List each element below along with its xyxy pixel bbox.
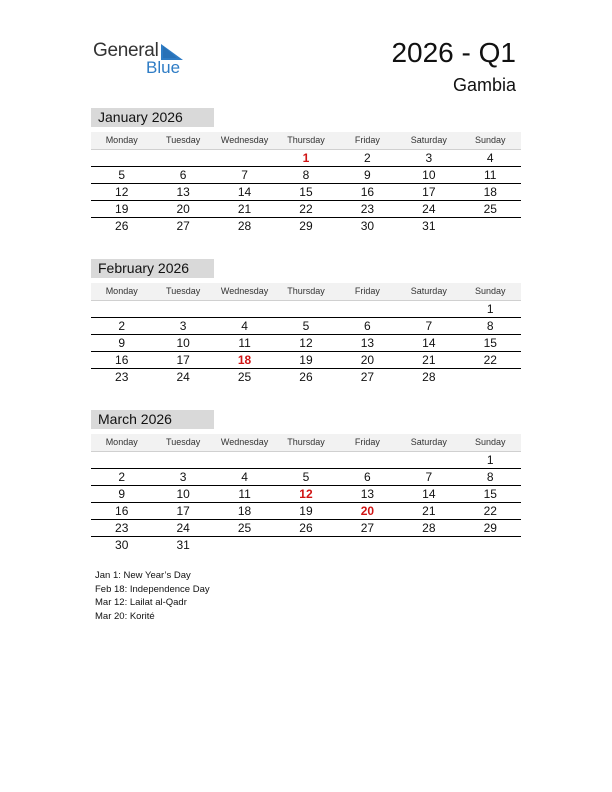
country-name: Gambia <box>452 75 516 95</box>
day-cell: 9 <box>118 487 126 501</box>
day-cell <box>337 452 398 468</box>
day-cell: 1 <box>486 302 494 316</box>
day-cell: 19 <box>115 202 129 216</box>
day-cell: 21 <box>422 504 436 518</box>
day-cell: 26 <box>299 521 313 535</box>
day-cell: 3 <box>425 151 433 165</box>
weekday-label: Wednesday <box>220 135 269 145</box>
week-row <box>91 318 521 335</box>
day-cell: 21 <box>237 202 252 216</box>
day-cell: 16 <box>115 353 129 367</box>
day-cell <box>275 452 336 468</box>
day-cell: 16 <box>115 504 129 518</box>
weekday-label: Sunday <box>474 437 506 447</box>
weekday-label: Tuesday <box>166 437 201 447</box>
day-cell: 24 <box>422 202 436 216</box>
day-cell: 11 <box>484 168 497 182</box>
weekday-label: Sunday <box>474 135 506 145</box>
day-cell: 4 <box>241 470 248 484</box>
week-row <box>91 369 521 385</box>
holiday-day-cell: 20 <box>360 504 375 518</box>
holiday-notes <box>95 569 210 623</box>
day-cell: 20 <box>360 353 375 367</box>
day-cell: 30 <box>360 219 375 233</box>
weekday-label: Wednesday <box>220 286 269 296</box>
brand-logo <box>93 40 193 80</box>
week-row <box>91 352 521 369</box>
day-cell <box>214 452 275 468</box>
day-cell: 12 <box>299 336 313 350</box>
weekday-header <box>91 132 521 150</box>
week-row <box>91 167 521 184</box>
day-cell: 13 <box>176 185 190 199</box>
day-cell: 17 <box>176 353 190 367</box>
day-cell: 27 <box>360 370 375 384</box>
day-cell: 19 <box>299 353 313 367</box>
logo-general-text: General <box>93 40 159 61</box>
weekday-label: Sunday <box>474 286 506 296</box>
day-cell: 31 <box>422 219 436 233</box>
day-cell: 8 <box>486 470 494 484</box>
day-cell: 7 <box>425 319 433 333</box>
day-cell: 4 <box>486 151 494 165</box>
day-cell: 19 <box>299 504 313 518</box>
day-cell: 13 <box>360 487 375 501</box>
week-row <box>91 486 521 503</box>
day-cell: 17 <box>176 504 190 518</box>
week-row <box>91 201 521 218</box>
weekday-label: Tuesday <box>166 286 201 296</box>
day-cell: 29 <box>483 521 497 535</box>
week-row <box>91 301 521 318</box>
day-cell: 23 <box>360 202 375 216</box>
weekday-label: Monday <box>105 437 138 447</box>
week-row <box>91 469 521 486</box>
logo-blue-text: Blue <box>146 58 181 77</box>
holiday-day-cell: 12 <box>299 487 313 501</box>
weekday-header <box>91 283 521 301</box>
day-cell: 4 <box>241 319 248 333</box>
day-cell <box>152 150 213 166</box>
day-cell: 24 <box>176 370 190 384</box>
day-cell: 8 <box>486 319 494 333</box>
day-cell: 14 <box>422 336 436 350</box>
day-cell: 22 <box>483 504 497 518</box>
day-cell <box>91 301 152 317</box>
day-cell <box>275 301 336 317</box>
month-calendar <box>91 108 521 234</box>
holiday-note: Mar 12: Lailat al-Qadr <box>95 597 187 608</box>
day-cell: 6 <box>364 319 371 333</box>
day-cell <box>91 452 152 468</box>
day-cell: 26 <box>299 370 313 384</box>
day-cell <box>214 537 275 553</box>
weekday-label: Wednesday <box>220 437 269 447</box>
day-cell: 6 <box>364 470 371 484</box>
weekday-label: Friday <box>354 437 380 447</box>
day-cell: 17 <box>422 185 436 199</box>
weekday-label: Saturday <box>410 437 447 447</box>
day-cell: 5 <box>118 168 126 182</box>
weekday-label: Monday <box>105 135 138 145</box>
day-cell: 12 <box>115 185 129 199</box>
day-cell: 21 <box>422 353 436 367</box>
day-cell <box>398 537 459 553</box>
holiday-note: Jan 1: New Year’s Day <box>95 570 191 581</box>
day-cell: 14 <box>237 185 252 199</box>
day-cell: 18 <box>237 504 252 518</box>
day-cell: 15 <box>483 336 497 350</box>
holiday-note: Mar 20: Korité <box>95 610 155 622</box>
day-cell <box>398 452 459 468</box>
day-cell: 22 <box>483 353 497 367</box>
day-cell: 11 <box>238 336 251 350</box>
day-cell: 3 <box>179 319 187 333</box>
weekday-label: Thursday <box>287 286 325 296</box>
day-cell: 31 <box>176 538 190 552</box>
day-cell: 1 <box>486 453 494 467</box>
day-cell: 14 <box>422 487 436 501</box>
day-cell <box>337 301 398 317</box>
day-cell: 10 <box>176 487 190 501</box>
day-cell: 7 <box>241 168 248 182</box>
week-row <box>91 150 521 167</box>
day-cell: 9 <box>118 336 126 350</box>
week-row <box>91 503 521 520</box>
week-row <box>91 218 521 234</box>
day-cell: 28 <box>422 370 436 384</box>
day-cell: 11 <box>238 487 251 501</box>
day-cell: 26 <box>115 219 129 233</box>
day-cell: 15 <box>299 185 313 199</box>
weekday-label: Tuesday <box>166 135 201 145</box>
day-cell: 15 <box>483 487 497 501</box>
day-cell: 2 <box>364 151 371 165</box>
day-cell: 5 <box>302 470 310 484</box>
weekday-label: Friday <box>354 135 380 145</box>
weekday-label: Monday <box>105 286 138 296</box>
weekday-label: Saturday <box>410 286 447 296</box>
day-cell: 28 <box>237 219 252 233</box>
day-cell: 20 <box>176 202 190 216</box>
holiday-note: Feb 18: Independence Day <box>95 583 210 595</box>
day-cell: 2 <box>118 319 126 333</box>
day-cell: 23 <box>115 521 129 535</box>
page-title: 2026 - Q1 <box>391 37 516 68</box>
day-cell: 5 <box>302 319 310 333</box>
day-cell <box>91 150 152 166</box>
month-label: March 2026 <box>91 410 214 429</box>
month-calendar <box>91 410 521 553</box>
day-cell <box>460 218 521 234</box>
day-cell: 30 <box>115 538 129 552</box>
day-cell: 25 <box>237 370 252 384</box>
day-cell: 18 <box>483 185 497 199</box>
day-cell <box>214 150 275 166</box>
holiday-day-cell: 1 <box>302 151 310 165</box>
weekday-label: Thursday <box>287 437 325 447</box>
day-cell <box>460 537 521 553</box>
week-row <box>91 537 521 553</box>
day-cell <box>398 301 459 317</box>
week-row <box>91 520 521 537</box>
day-cell: 8 <box>302 168 310 182</box>
day-cell <box>460 369 521 385</box>
day-cell: 25 <box>483 202 497 216</box>
day-cell: 28 <box>422 521 436 535</box>
day-cell: 27 <box>360 521 375 535</box>
day-cell: 10 <box>422 168 436 182</box>
day-cell <box>214 301 275 317</box>
weekday-header <box>91 434 521 452</box>
holiday-day-cell: 18 <box>237 353 252 367</box>
day-cell <box>337 537 398 553</box>
day-cell: 16 <box>360 185 375 199</box>
weekday-label: Friday <box>354 286 380 296</box>
day-cell <box>275 537 336 553</box>
week-row <box>91 184 521 201</box>
month-label: January 2026 <box>91 108 214 127</box>
day-cell: 29 <box>299 219 313 233</box>
week-row <box>91 335 521 352</box>
weekday-label: Saturday <box>410 135 447 145</box>
day-cell <box>152 301 213 317</box>
day-cell: 25 <box>237 521 252 535</box>
day-cell <box>152 452 213 468</box>
day-cell: 22 <box>299 202 313 216</box>
day-cell: 24 <box>176 521 190 535</box>
week-row <box>91 452 521 469</box>
day-cell: 6 <box>179 168 187 182</box>
day-cell: 2 <box>118 470 126 484</box>
day-cell: 23 <box>115 370 129 384</box>
day-cell: 9 <box>364 168 371 182</box>
month-calendar <box>91 259 521 385</box>
day-cell: 10 <box>176 336 190 350</box>
weekday-label: Thursday <box>287 135 325 145</box>
day-cell: 13 <box>360 336 375 350</box>
day-cell: 27 <box>176 219 190 233</box>
day-cell: 3 <box>179 470 187 484</box>
month-label: February 2026 <box>91 259 214 278</box>
day-cell: 7 <box>425 470 433 484</box>
